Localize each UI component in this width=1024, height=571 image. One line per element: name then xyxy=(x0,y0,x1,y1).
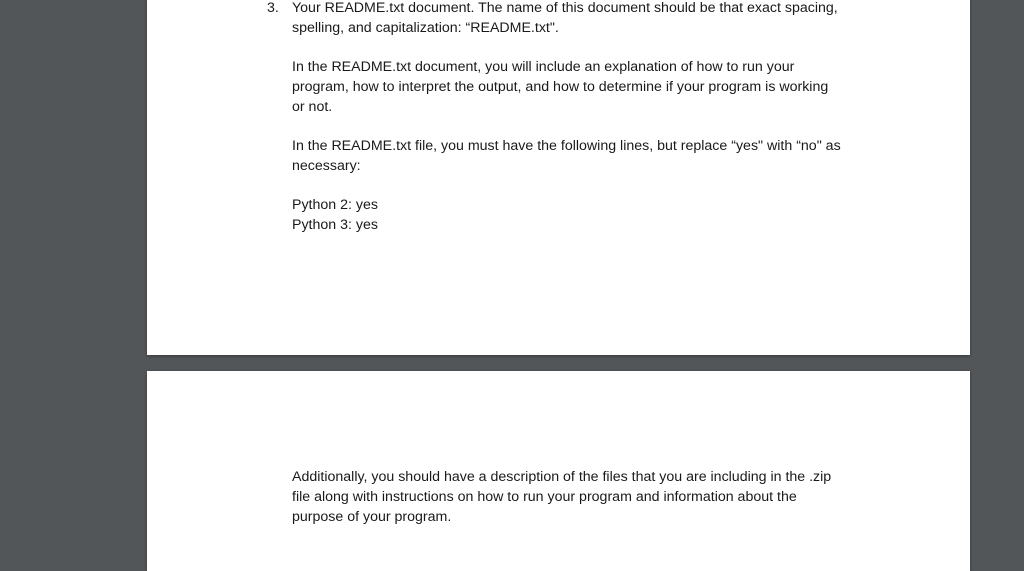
python3-line: Python 3: yes xyxy=(292,217,378,233)
paragraph-line: file along with instructions on how to run your program and information about the xyxy=(292,489,797,505)
paragraph-line: purpose of your program. xyxy=(292,509,452,525)
paragraph-line: or not. xyxy=(292,99,333,115)
python2-line: Python 2: yes xyxy=(292,197,378,213)
paragraph-line: program, how to interpret the output, and how to determine if your program is working xyxy=(292,79,829,95)
paragraph-line: Additionally, you should have a description of the files that you are including in the .zip xyxy=(292,469,832,485)
document-page-1 xyxy=(147,0,970,355)
document-page-2 xyxy=(147,371,970,571)
paragraph-line: spelling, and capitalization: “README.txt". xyxy=(292,20,559,36)
list-item-number: 3. xyxy=(267,0,279,16)
paragraph-line: necessary: xyxy=(292,158,361,174)
paragraph-line: Your README.txt document. The name of this document should be that exact spacing, xyxy=(292,0,838,16)
paragraph-line: In the README.txt file, you must have the following lines, but replace “yes" with “no" as xyxy=(292,138,841,154)
paragraph-line: In the README.txt document, you will include an explanation of how to run your xyxy=(292,59,795,75)
